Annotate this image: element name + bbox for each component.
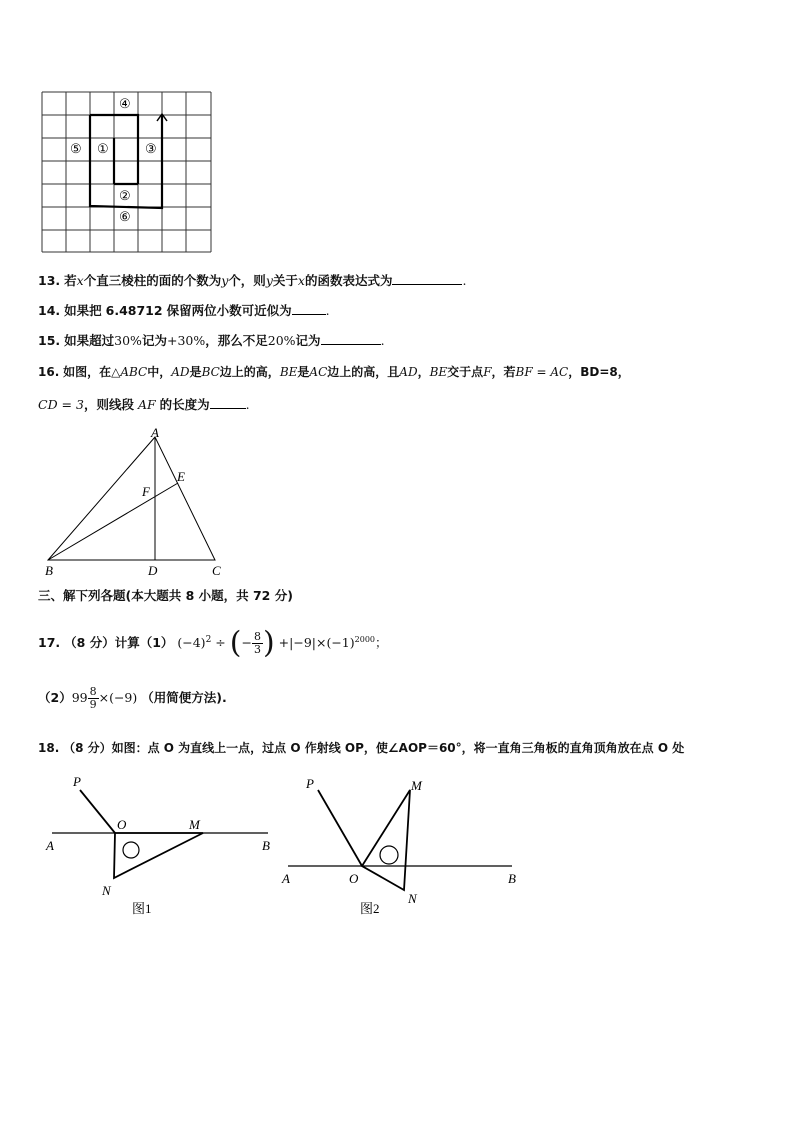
question-18: 18. （8 分）如图：点 O 为直线上一点，过点 O 作射线 OP，使∠AOP＝60°，将一直角三角板的直角顶角放在点 O 处 bbox=[38, 741, 685, 755]
label-n: N bbox=[408, 891, 417, 906]
label-1: ① bbox=[97, 141, 109, 156]
right-paren: ) bbox=[262, 625, 275, 661]
answer-blank bbox=[292, 302, 326, 315]
label-d: D bbox=[148, 563, 158, 578]
label-o: O bbox=[117, 817, 127, 832]
figure-1 bbox=[40, 770, 280, 920]
label-m: M bbox=[189, 817, 200, 832]
question-14: 14. 如果把 6.48712 保留两位小数可近似为 . bbox=[38, 303, 330, 318]
label-b: B bbox=[262, 838, 270, 853]
label-4: ④ bbox=[119, 96, 131, 111]
label-f: F bbox=[142, 484, 150, 499]
grid-figure bbox=[40, 90, 215, 255]
label-a: A bbox=[46, 838, 54, 853]
answer-blank bbox=[321, 332, 381, 345]
figure-2 bbox=[280, 770, 520, 920]
question-16-line1: 16. 如图，在△ABC中，AD是BC边上的高，BE是AC边上的高，且AD，BE交于点F，若BF = AC，BD=8， bbox=[38, 365, 630, 379]
altitude-be bbox=[48, 483, 178, 560]
set-square-hole bbox=[123, 842, 139, 858]
set-square bbox=[114, 833, 203, 878]
question-16-line2: CD = 3，则线段 AF 的长度为 . bbox=[38, 397, 250, 412]
label-e: E bbox=[177, 469, 185, 484]
question-17: 17. （8 分）计算（1） $(-4)^2$ ÷ (− $\frac{8}{3}$ ) $+|-9|\times(-1)^{2000}$； bbox=[38, 625, 388, 661]
set-square bbox=[362, 790, 410, 890]
question-13: 13. 若x个直三棱柱的面的个数为y个，则y关于x的函数表达式为 . bbox=[38, 273, 467, 288]
ray-op bbox=[80, 790, 115, 833]
section-3-heading: 三、解下列各题(本大题共 8 小题，共 72 分) bbox=[38, 588, 293, 603]
label-a: A bbox=[151, 425, 159, 440]
label-p: P bbox=[73, 774, 81, 789]
triangle-abc bbox=[48, 437, 215, 560]
fraction-8-9: $\frac{8}{9}$ bbox=[89, 685, 97, 711]
label-3: ③ bbox=[145, 141, 157, 156]
label-m: M bbox=[411, 778, 422, 793]
label-5: ⑤ bbox=[70, 141, 82, 156]
label-c: C bbox=[212, 563, 221, 578]
label-2: ② bbox=[119, 188, 131, 203]
label-o: O bbox=[349, 871, 359, 886]
answer-blank bbox=[392, 272, 462, 285]
label-a: A bbox=[282, 871, 290, 886]
fraction-8-3: $\frac{8}{3}$ bbox=[253, 630, 261, 657]
label-b: B bbox=[508, 871, 516, 886]
question-15: 15. 如果超过30%记为+30%，那么不足20%记为 . bbox=[38, 333, 385, 348]
figure-2-caption: 图2 bbox=[360, 901, 380, 916]
label-b: B bbox=[45, 563, 53, 578]
label-6: ⑥ bbox=[119, 209, 131, 224]
label-n: N bbox=[102, 883, 111, 898]
triangle-figure bbox=[40, 425, 240, 580]
question-17-part2: （2）99 $\frac{8}{9}$ ×(−9) （用简便方法). bbox=[38, 685, 227, 711]
answer-blank bbox=[210, 396, 246, 409]
label-p: P bbox=[306, 776, 314, 791]
figure-1-caption: 图1 bbox=[132, 901, 152, 916]
left-paren: ( bbox=[229, 625, 242, 661]
set-square-hole bbox=[380, 846, 398, 864]
ray-op bbox=[318, 790, 362, 866]
